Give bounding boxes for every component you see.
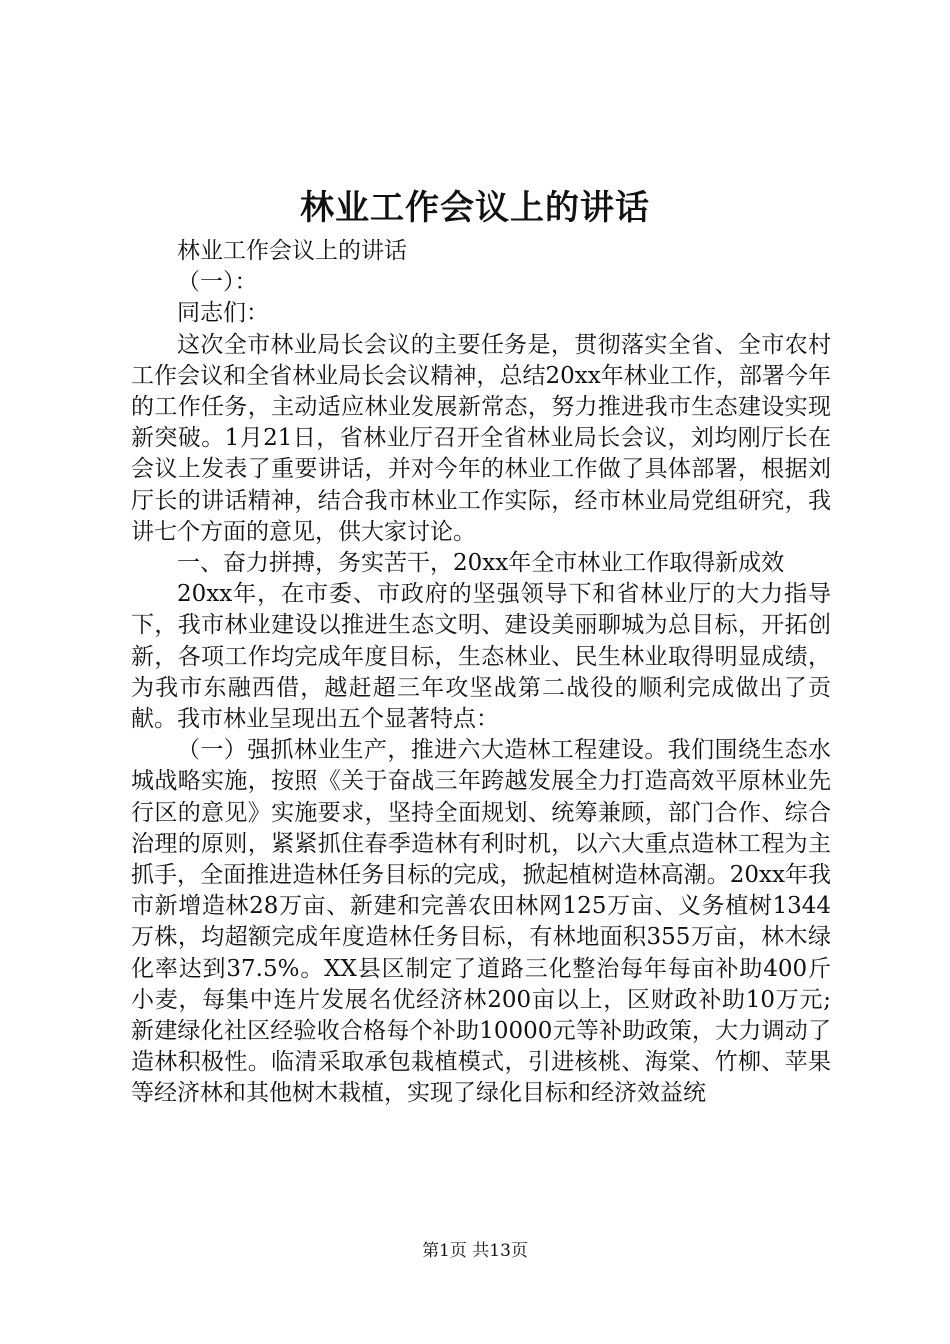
body-paragraph-summary: 20xx年，在市委、市政府的坚强领导下和省林业厅的大力指导下，我市林业建设以推进生态文明、建设美丽聊城为总目标，开拓创新，各项工作均完成年度目标，生态林业、民生林业取得明显成绩，为我市东融西借，越赶超三年攻坚战第二战役的顺利完成做出了贡献。我市林业呈现出五个显著特点： <box>131 581 831 733</box>
body-paragraph-intro: 这次全市林业局长会议的主要任务是，贯彻落实全省、全市农村工作会议和全省林业局长会议精神，总结20xx年林业工作，部署今年的工作任务，主动适应林业发展新常态，努力推进我市生态建设实现新突破。1月21日，省林业厅召开全省林业局长会议，刘均刚厅长在会议上发表了重要讲话，并对今年的林业工作做了具体部署，根据刘厅长的讲话精神，结合我市林业工作实际，经市林业局党组研究，我讲七个方面的意见，供大家讨论。 <box>131 331 831 545</box>
body-paragraph-section-marker: （一）： <box>177 269 258 296</box>
document-title: 林业工作会议上的讲话 <box>300 188 650 228</box>
document-body <box>131 236 831 1110</box>
page-footer: 第1页 共13页 <box>422 1241 528 1261</box>
body-paragraph-salutation: 同志们： <box>177 300 269 327</box>
body-paragraph-point-one: （一）强抓林业生产，推进六大造林工程建设。我们围绕生态水城战略实施，按照《关于奋战三年跨越发展全力打造高效平原林业先行区的意见》实施要求，坚持全面规划、统筹兼顾，部门合作、综合治理的原则，紧紧抓住春季造林有利时机，以六大重点造林工程为主抓手，全面推进造林任务目标的完成，掀起植树造林高潮。20xx年我市新增造林28万亩、新建和完善农田林网125万亩、义务植树1344万株，均超额完成年度造林任务目标，有林地面积355万亩，林木绿化率达到37.5%。XX县区制定了道路三化整治每年每亩补助400斤小麦，每集中连片发展名优经济林200亩以上，区财政补助10万元;新建绿化社区经验收合格每个补助10000元等补助政策，大力调动了造林积极性。临清采取承包栽植模式，引进核桃、海棠、竹柳、苹果等经济林和其他树木栽植，实现了绿化目标和经济效益统 <box>131 737 831 1107</box>
body-paragraph-heading-one: 一、奋力拼搏，务实苦干，20xx年全市林业工作取得新成效 <box>177 550 785 577</box>
body-paragraph-subtitle: 林业工作会议上的讲话 <box>177 238 407 264</box>
